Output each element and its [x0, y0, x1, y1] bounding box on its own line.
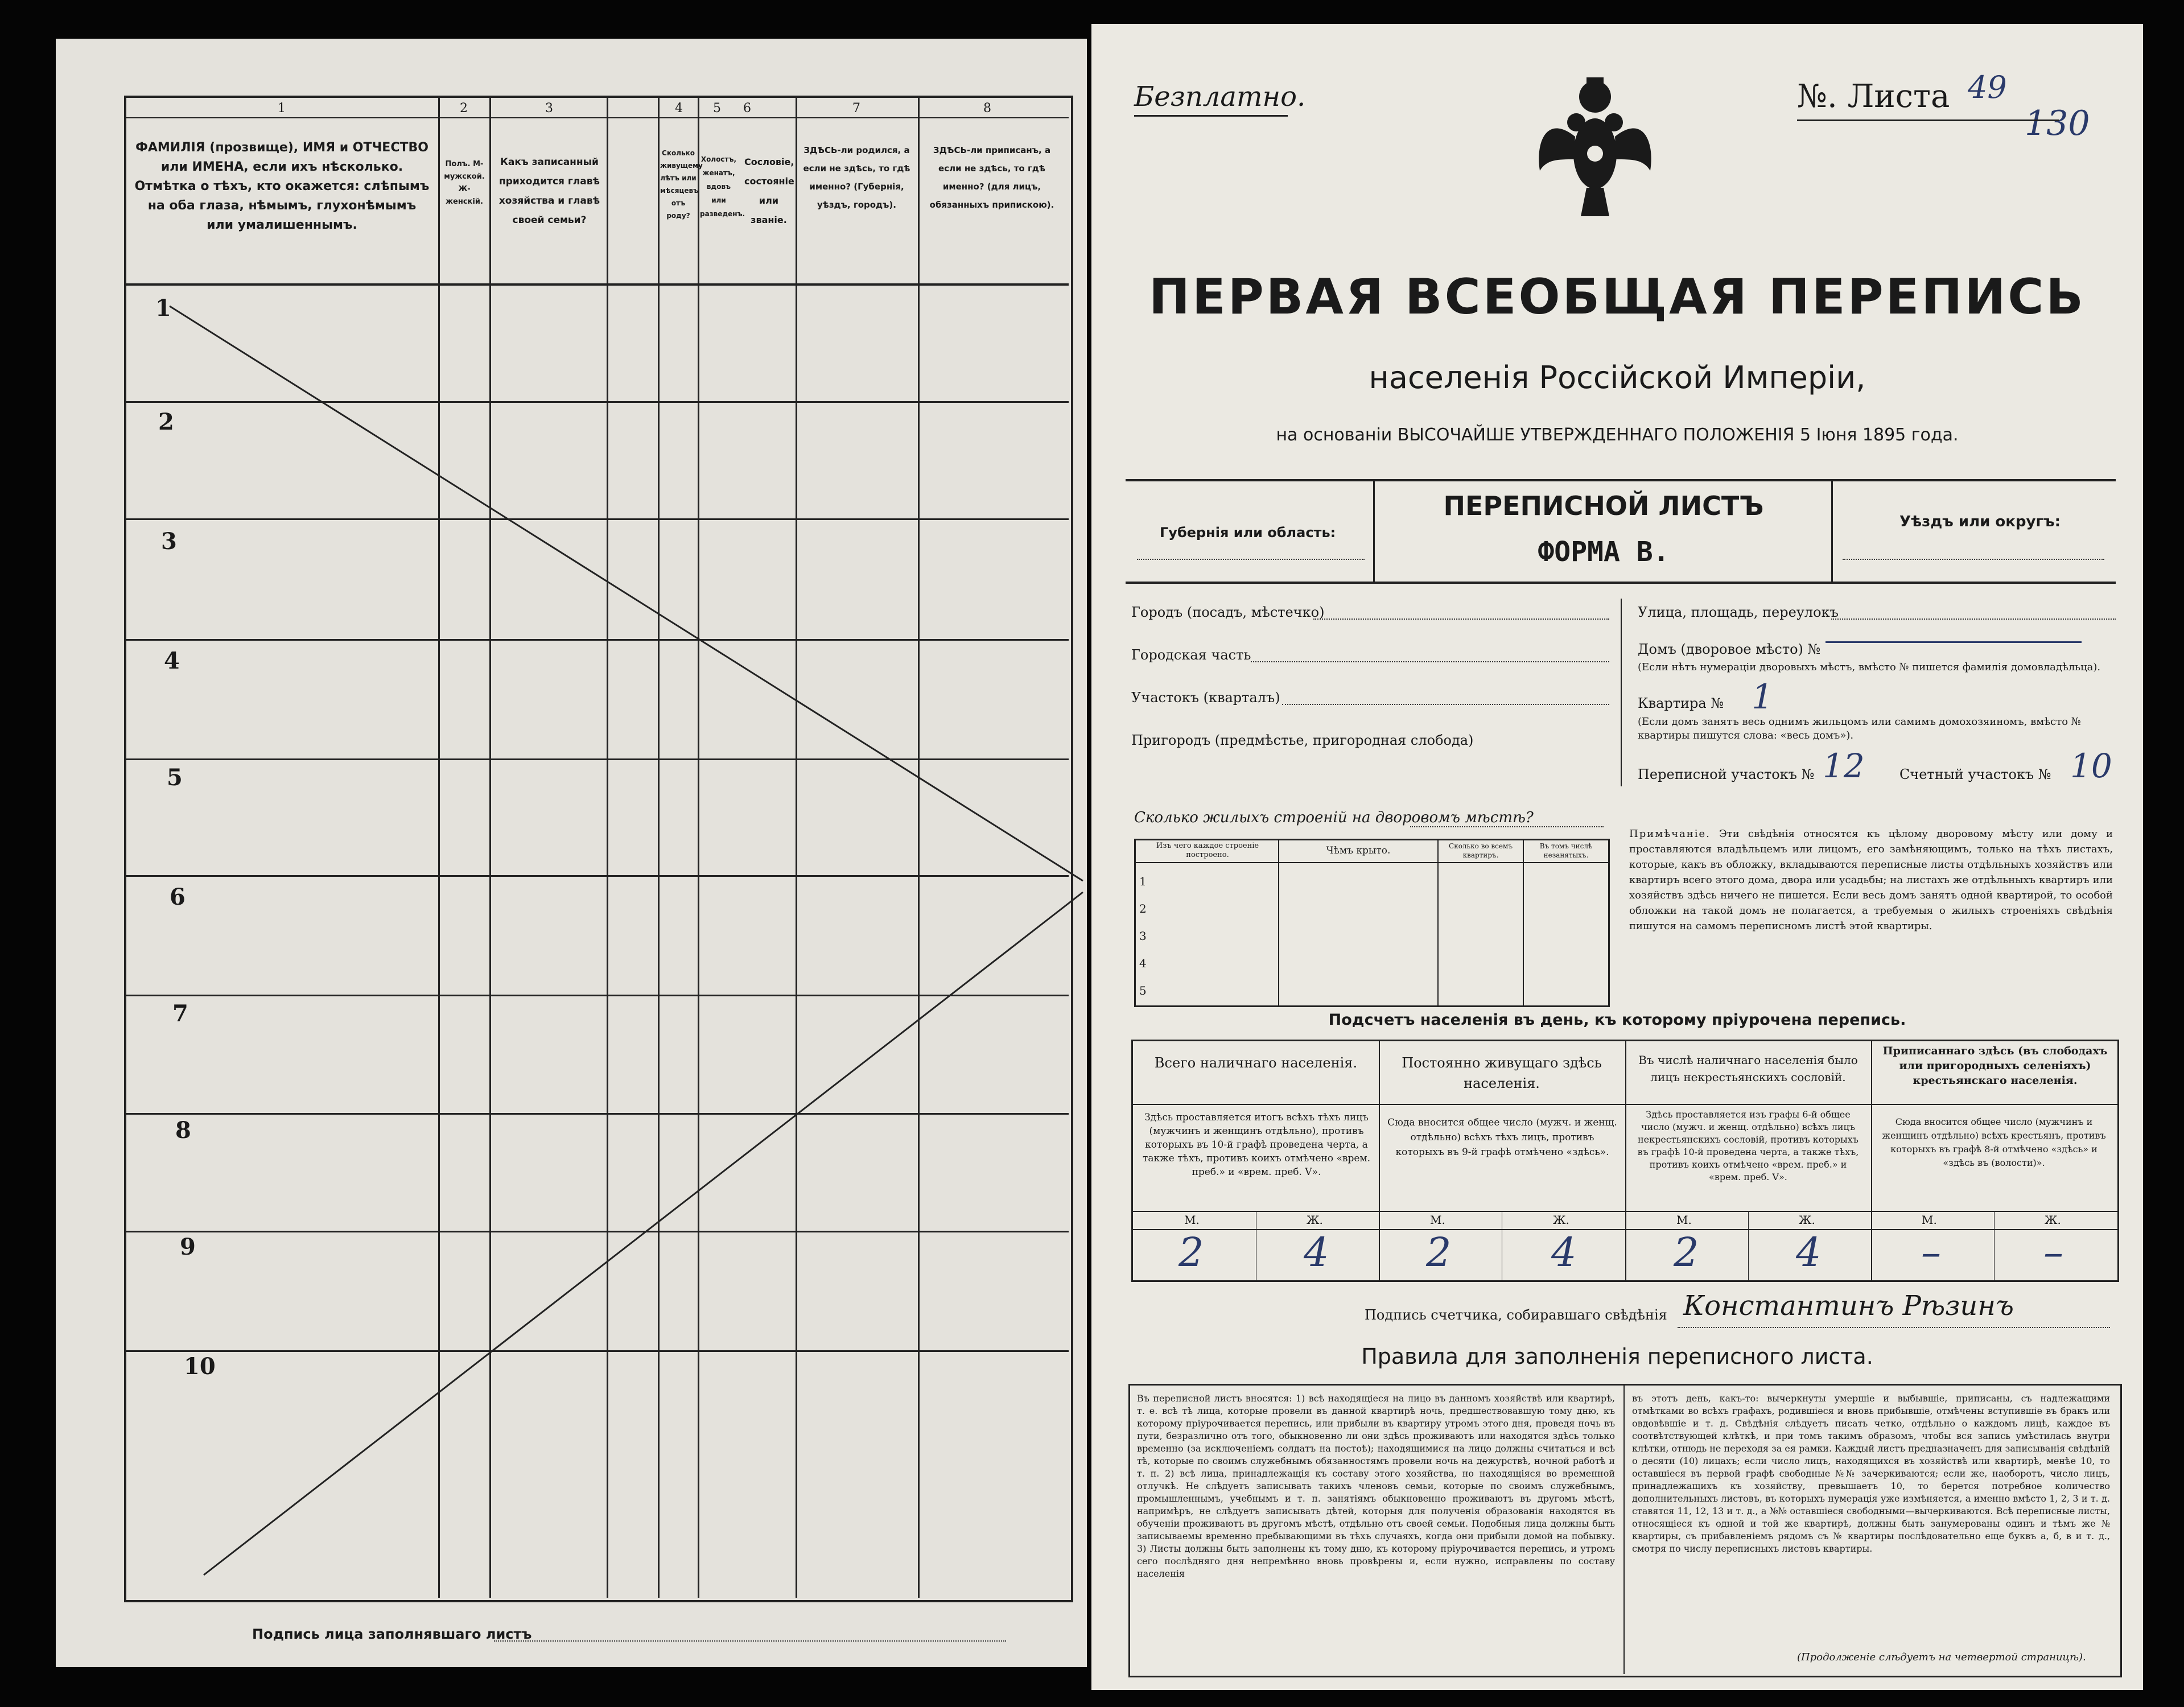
podschet-line — [1133, 1211, 2117, 1212]
kvartira-label: Квартира № — [1638, 695, 1724, 711]
col2-header: Полъ. М-мужской. Ж-женскій. — [444, 160, 485, 206]
mz-value: 2 — [1674, 1229, 1699, 1276]
cross-out-lines — [56, 39, 1087, 1667]
col-number: 5 — [713, 101, 721, 116]
mz-value: – — [2043, 1229, 2063, 1276]
gorod-chast-line — [1251, 661, 1609, 662]
podschet-header: Въ числѣ наличнаго населенія было лицъ некрестьянскихъ сословій. — [1638, 1053, 1858, 1084]
podschet-table — [1131, 1040, 2119, 1282]
podschet-divider — [1871, 1041, 1872, 1280]
mz-label: Ж. — [2045, 1213, 2061, 1227]
kvartira-value: 1 — [1752, 677, 1774, 717]
uezd-label: Уѣздъ или округъ: — [1899, 513, 2061, 530]
buildings-table — [1134, 839, 1610, 1007]
header-box-bottom — [1126, 582, 2116, 584]
gorod-label: Городъ (посадъ, мѣстечко) — [1131, 604, 1325, 620]
mz-value: 2 — [1426, 1229, 1452, 1276]
street-line — [1831, 619, 2116, 620]
dom-value-line — [1826, 641, 2082, 643]
uchastok-label: Участокъ (кварталъ) — [1131, 690, 1280, 706]
buildings-divider — [1278, 840, 1279, 1005]
left-signature-label: Подпись лица заполнявшаго листъ — [252, 1626, 532, 1642]
primechanie-title: Примѣчаніе. — [1629, 828, 1711, 840]
left-signature-line — [494, 1640, 1006, 1642]
col-number: 6 — [743, 101, 751, 116]
col-number: 3 — [545, 101, 553, 116]
rules-col2: въ этотъ день, какъ-то: вычеркнуты умершіе и выбывшіе, приписаны, съ надлежащими отмѣтками во всѣхъ графахъ, родившіеся и вновь прибывшіе, отмѣчены вступившіе въ бракъ или овдовѣвшіе и т. д. Свѣдѣнія слѣдуетъ писать четко, отдѣльно о каждомъ лицѣ, каждое въ соотвѣтствующей клѣткѣ, и при томъ такимъ образомъ, чтобы вся запись умѣстилась внутри клѣтки, отнюдь не переходя за ея рамки. Каждый листъ предназначенъ для записыванія свѣдѣній о десяти (10) лицахъ; если число лицъ, находящихся въ хозяйствѣ или квартирѣ, менѣе 10, то оставшіеся въ первой графѣ свободные №№ зачеркиваются; если же, наоборотъ, число лицъ, принадлежащихъ къ хозяйству, превышаетъ 10, то берется потребное количество дополнительныхъ листовъ, въ которыхъ нумерація уже измѣняется, а именно вмѣсто 1, 2, 3 и т. д. ставятся 11, 12, 13 и т. д., а №№ оставшіеся свободными—вычеркиваются. Всѣ переписные листы, относящіеся къ одной и той же квартирѣ, должны быть занумерованы одинъ и тѣмъ же № квартиры, съ прибавленіемъ рядомъ съ № квартиры послѣдовательно еще буквъ а, б, в и т. д., смотря по числу переписныхъ листовъ квартиры. — [1632, 1393, 2110, 1554]
buildings-header: Въ томъ числѣ незанятыхъ. — [1539, 842, 1593, 859]
schetny-uchastok-value: 10 — [2070, 747, 2112, 785]
free-underline — [1134, 115, 1288, 117]
podschet-mz-divider — [1994, 1211, 1995, 1280]
left-page — [56, 39, 1087, 1667]
col5-header: Холостъ, женатъ, вдовъ или разведенъ. — [700, 155, 745, 218]
buildings-header: Сколько во всемъ квартиръ. — [1449, 842, 1513, 859]
free-label: Безплатно. — [1134, 81, 1306, 113]
row-number: 7 — [172, 1000, 188, 1027]
sheet-title: ПЕРЕПИСНОЙ ЛИСТЪ — [1443, 490, 1764, 521]
row-number: 2 — [158, 409, 174, 435]
enumerator-signature-line — [1678, 1327, 2110, 1328]
col3-header: Какъ записанный приходится главѣ хозяйства и главѣ своей семьи? — [498, 156, 600, 226]
buildings-row: 1 — [1139, 875, 1147, 888]
buildings-header: Изъ чего каждое строеніе построено. — [1156, 842, 1259, 859]
mz-value: – — [1921, 1229, 1941, 1276]
mz-label: М. — [1676, 1213, 1692, 1227]
uezd-line — [1843, 559, 2104, 560]
enumerator-signature: Константинъ Рѣзинъ — [1683, 1290, 2014, 1322]
buildings-header: Чѣмъ крыто. — [1326, 845, 1391, 856]
podschet-desc: Сюда вносится общее число (мужчинъ и женщинъ отдѣльно) всѣхъ крестьянъ, противъ которыхъ въ графѣ 8-й отмѣчено «здѣсь» и «здѣсь въ (волости)». — [1882, 1116, 2106, 1168]
podschet-mz-divider — [1748, 1211, 1749, 1280]
col6-header: Сословіе, состояніе или званіе. — [744, 156, 794, 225]
sheet-number-value: 49 — [1968, 69, 2007, 105]
podschet-line — [1133, 1229, 2117, 1230]
enumerator-signature-label: Подпись счетчика, собиравшаго свѣдѣнія — [1365, 1307, 1667, 1323]
col7-header: ЗДѢСЬ-ли родился, а если не здѣсь, то гдѣ именно? (Губернія, уѣздъ, городъ). — [803, 145, 910, 210]
sheet-number-corrected: 130 — [2025, 104, 2090, 143]
rules-title: Правила для заполненія переписного листа. — [1361, 1344, 1873, 1369]
col-number: 2 — [460, 101, 468, 116]
stroeniy-line — [1410, 826, 1604, 827]
podschet-title: Подсчетъ населенія въ день, къ которому пріурочена перепись. — [1328, 1011, 1906, 1029]
gubernia-line — [1137, 559, 1365, 560]
row-number: 4 — [164, 648, 180, 674]
gubernia-label: Губернія или область: — [1160, 525, 1336, 541]
dom-note: (Если нѣтъ нумераціи дворовыхъ мѣстъ, вмѣсто № пишется фамилія домовладѣльца). — [1638, 661, 2101, 673]
gorod-line — [1313, 619, 1609, 620]
podschet-header: Приписаннаго здѣсь (въ слободахъ или пригородныхъ селеніяхъ) крестьянскаго населенія. — [1882, 1045, 2108, 1087]
buildings-divider — [1437, 840, 1439, 1005]
census-basis: на основаніи ВЫСОЧАЙШЕ УТВЕРЖДЕННАГО ПОЛОЖЕНІЯ 5 Іюня 1895 года. — [1276, 425, 1959, 445]
podschet-header: Всего наличнаго населенія. — [1154, 1055, 1358, 1071]
mz-label: М. — [1922, 1213, 1937, 1227]
row-number: 10 — [184, 1353, 216, 1380]
row-number: 9 — [180, 1234, 196, 1260]
primechanie-block — [1629, 826, 2113, 934]
row-number: 8 — [175, 1117, 191, 1144]
podschet-desc: Сюда вносится общее число (мужч. и женщ. отдѣльно) всѣхъ тѣхъ лицъ, противъ которыхъ въ 9-й графѣ отмѣчено «здѣсь». — [1387, 1117, 1617, 1158]
row-number: 1 — [155, 295, 171, 321]
rules-continued: (Продолженіе слѣдуетъ на четвертой страницѣ). — [1797, 1651, 2086, 1663]
mz-label: М. — [1430, 1213, 1445, 1227]
mz-value: 2 — [1178, 1229, 1204, 1276]
sheet-number-label: №. Листа — [1797, 78, 1950, 115]
col-number: 7 — [852, 101, 860, 116]
rules-divider — [1623, 1384, 1625, 1674]
row-number: 3 — [161, 528, 177, 555]
mz-label: Ж. — [1553, 1213, 1569, 1227]
dom-label: Домъ (дворовое мѣсто) № — [1638, 641, 1821, 657]
podschet-divider — [1625, 1041, 1626, 1280]
col1-header: ФАМИЛІЯ (прозвище), ИМЯ и ОТЧЕСТВО или ИМЕНА, если ихъ нѣсколько. Отмѣтка о тѣхъ, кто окажется: слѣпымъ на оба глаза, нѣмымъ, глухонѣмымъ или умалишеннымъ. — [134, 141, 430, 232]
podschet-divider — [1379, 1041, 1380, 1280]
street-label: Улица, площадь, переулокъ — [1638, 604, 1839, 620]
stroeniy-question: Сколько жилыхъ строеній на дворовомъ мѣстѣ? — [1134, 809, 1534, 826]
buildings-divider — [1523, 840, 1524, 1005]
podschet-desc: Здѣсь проставляется итогъ всѣхъ тѣхъ лицъ (мужчинъ и женщинъ отдѣльно), противъ которыхъ въ 10-й графѣ проведена черта, а также тѣхъ, противъ коихъ отмѣчено «врем. преб.» и «врем. преб. V». — [1142, 1112, 1371, 1178]
uchastok-line — [1282, 704, 1609, 705]
buildings-row: 5 — [1139, 984, 1147, 997]
podschet-header: Постоянно живущаго здѣсь населенія. — [1402, 1055, 1602, 1091]
perepisnoy-uchastok-value: 12 — [1823, 747, 1865, 785]
col-number: 1 — [278, 101, 286, 116]
row-number: 6 — [170, 884, 186, 910]
prigorod-label: Пригородъ (предмѣстье, пригородная слобода) — [1131, 732, 1474, 748]
header-box-divider — [1831, 479, 1833, 582]
rules-col1: Въ переписной листъ вносятся: 1) всѣ находящіеся на лицо въ данномъ хозяйствѣ или квартирѣ, т. е. всѣ тѣ лица, которые провели въ данной квартирѣ ночь, предшествовавшую тому дню, къ которому пріурочивается перепись, или прибыли въ квартиру утромъ этого дня, проведя ночь въ пути, безразлично отъ того, обыкновенно ли они здѣсь проживаютъ или находятся здѣсь только временно (за исключеніемъ солдатъ на постоѣ); находящимися на лицо должны считаться и всѣ тѣ, которые по своимъ служебнымъ обязанностямъ провели ночь на дежурствѣ, ночной работѣ и т. п. 2) всѣ лица, принадлежащія къ составу этого хозяйства, но находящіяся во временной отлучкѣ. Не слѣдуетъ записывать такихъ членовъ семьи, которые по своимъ служебнымъ, промышленнымъ, учебнымъ и т. п. занятіямъ обыкновенно проживаютъ въ другомъ мѣстѣ, напримѣръ, не слѣдуетъ записывать дѣтей, которыя для полученія образованія находятся въ обученіи проживаютъ въ другомъ мѣстѣ, отдѣльно отъ своей семьи. Подобныя лица должны быть записываемы временно пребывающими въ тѣхъ случаяхъ, когда они прибыли домой на побывку. 3) Листы должны быть заполнены къ тому дню, къ которому пріурочивается перепись, и утромъ сего послѣдняго дня непремѣнно вновь провѣрены и, если нужно, исправлены по составу населенія — [1137, 1393, 1615, 1579]
sheet-number-underline — [1797, 119, 2059, 121]
kvartira-note: (Если домъ занятъ весь однимъ жильцомъ или самимъ домохозяиномъ, вмѣсто № квартиры пишутся слова: «весь домъ»). — [1638, 716, 2081, 741]
mz-value: 4 — [1551, 1229, 1577, 1276]
col4-header: Сколько живущему лѣтъ или мѣсяцевъ отъ роду? — [660, 149, 703, 220]
right-page — [1091, 24, 2143, 1690]
header-box-top — [1126, 479, 2116, 481]
address-divider — [1621, 599, 1622, 786]
imperial-eagle-icon — [1530, 74, 1660, 222]
mz-value: 4 — [1304, 1229, 1329, 1276]
podschet-line — [1133, 1104, 2117, 1105]
col-number: 4 — [675, 101, 683, 116]
mz-label: Ж. — [1799, 1213, 1815, 1227]
mz-label: М. — [1184, 1213, 1200, 1227]
buildings-row: 2 — [1139, 902, 1147, 916]
schetny-uchastok-label: Счетный участокъ № — [1899, 766, 2051, 782]
gorod-chast-label: Городская часть — [1131, 647, 1251, 663]
primechanie-text: Эти свѣдѣнія относятся къ цѣлому дворовому мѣсту или дому и проставляются владѣльцемъ или лицомъ, его замѣняющимъ, только на тѣхъ листахъ, которые, какъ въ обложку, вкладываются переписные листы отдѣльныхъ хозяйствъ или квартиръ всего этого дома, двора или усадьбы; на листахъ же отдѣльныхъ квартиръ или хозяйствъ здѣсь ничего не пишется. Если весь домъ занятъ одной квартирой, то особой обложки на такой домъ не полагается, а требуемыя о жилыхъ строеніяхъ свѣдѣнія пишутся на самомъ переписномъ листѣ этой квартиры. — [1629, 828, 2113, 932]
mz-value: 4 — [1796, 1229, 1822, 1276]
header-box-divider — [1373, 479, 1375, 582]
mz-label: Ж. — [1307, 1213, 1323, 1227]
perepisnoy-uchastok-label: Переписной участокъ № — [1638, 766, 1815, 782]
census-title: ПЕРВАЯ ВСЕОБЩАЯ ПЕРЕПИСЬ — [1149, 269, 2086, 325]
form-label: ФОРМА В. — [1538, 536, 1670, 568]
col-number: 8 — [983, 101, 991, 116]
buildings-row: 3 — [1139, 929, 1147, 943]
buildings-row: 4 — [1139, 956, 1147, 970]
podschet-desc: Здѣсь проставляется изъ графы 6-й общее число (мужч. и женщ. отдѣльно) всѣхъ лицъ некрестьянскихъ сословій, противъ которыхъ въ графѣ 10-й проведена черта, а также тѣхъ, противъ коихъ отмѣчено «врем. преб.» и «врем. преб. V». — [1637, 1109, 1859, 1182]
buildings-header-line — [1136, 862, 1608, 863]
census-subtitle: населенія Россійской Имперіи, — [1369, 360, 1866, 395]
col8-header: ЗДѢСЬ-ли приписанъ, а если не здѣсь, то гдѣ именно? (для лицъ, обязанныхъ припискою). — [929, 145, 1054, 210]
row-number: 5 — [167, 764, 183, 791]
